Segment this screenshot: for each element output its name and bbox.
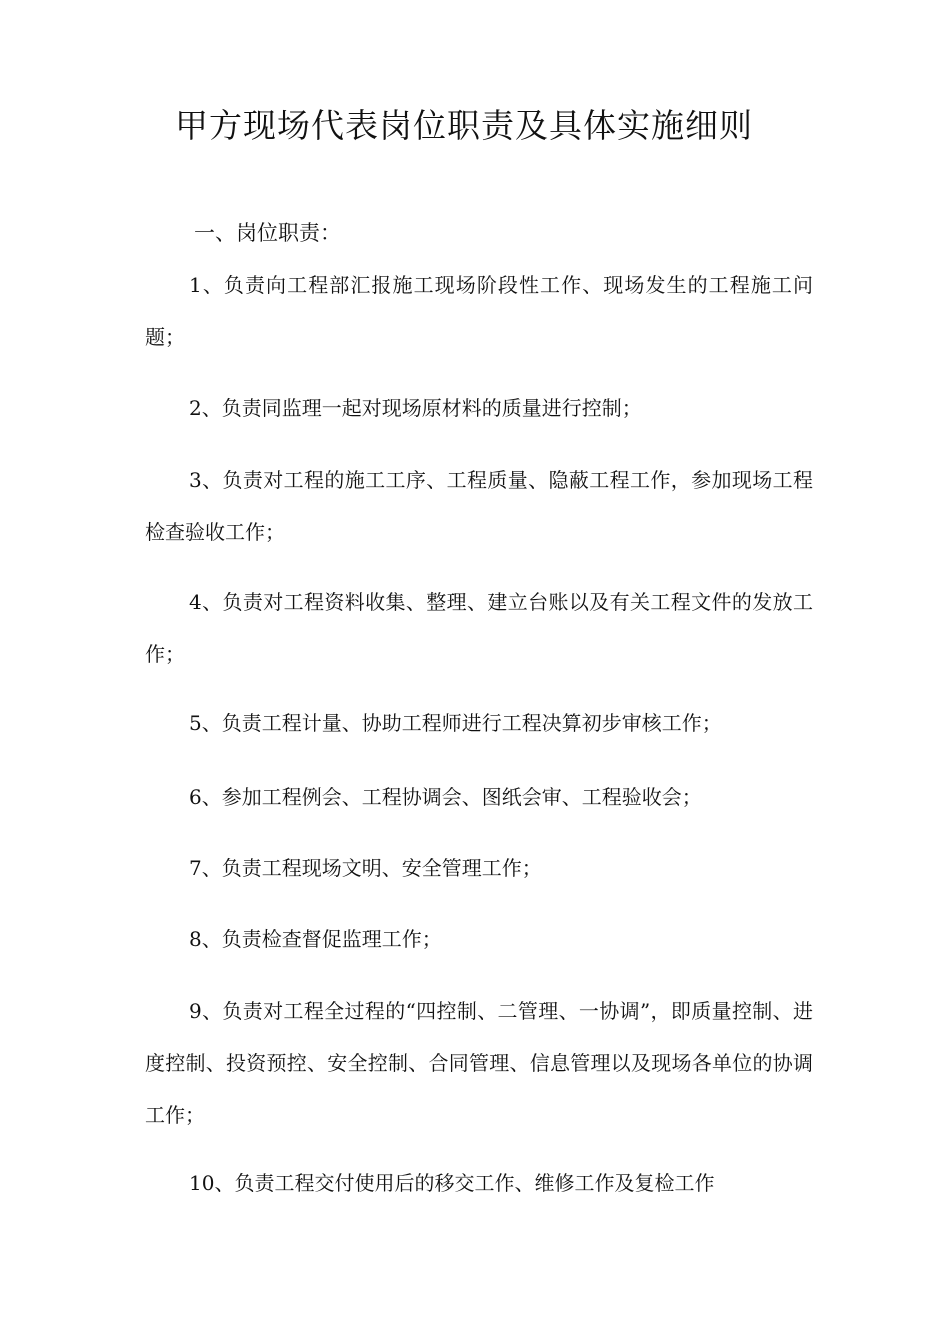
duty-item-3 bbox=[145, 454, 813, 558]
duty-item-number: 6 bbox=[189, 785, 202, 809]
duty-item-8 bbox=[145, 913, 813, 965]
duty-item-10 bbox=[145, 1157, 813, 1209]
duty-item-4 bbox=[145, 576, 813, 680]
duty-item-number: 8 bbox=[189, 927, 202, 951]
duty-item-1 bbox=[145, 259, 813, 363]
duty-item-text: 、负责向工程部汇报施工现场阶段性工作、现场发生的工程施工问题； bbox=[145, 273, 813, 349]
duty-item-text: 、负责检查督促监理工作； bbox=[201, 927, 442, 951]
section-heading: 一、岗位职责： bbox=[194, 221, 341, 245]
duty-item-text: 、负责对工程资料收集、整理、建立台账以及有关工程文件的发放工作； bbox=[145, 590, 813, 666]
duty-item-text: 、负责同监理一起对现场原材料的质量进行控制； bbox=[201, 396, 642, 420]
duty-item-9 bbox=[145, 985, 813, 1141]
duty-item-5 bbox=[145, 697, 813, 749]
duty-item-number: 10 bbox=[189, 1171, 215, 1195]
duty-item-number: 1 bbox=[189, 273, 202, 297]
duty-item-number: 5 bbox=[189, 711, 202, 735]
duty-item-2 bbox=[145, 382, 813, 434]
document-title: 甲方现场代表岗位职责及具体实施细则 bbox=[175, 106, 753, 145]
duty-item-7 bbox=[145, 842, 813, 894]
duty-item-number: 9 bbox=[189, 999, 202, 1023]
duty-item-text: 、参加工程例会、工程协调会、图纸会审、工程验收会； bbox=[201, 785, 702, 809]
duty-item-number: 2 bbox=[189, 396, 202, 420]
duty-item-6 bbox=[145, 771, 813, 823]
duty-item-text: 、负责工程现场文明、安全管理工作； bbox=[201, 856, 542, 880]
duty-item-text: 、负责对工程的施工工序、工程质量、隐蔽工程工作，参加现场工程检查验收工作； bbox=[145, 468, 813, 544]
duty-item-text: 、负责工程计量、协助工程师进行工程决算初步审核工作； bbox=[201, 711, 722, 735]
duty-item-number: 4 bbox=[189, 590, 202, 614]
duty-item-text: 、负责对工程全过程的“四控制、二管理、一协调”，即质量控制、进度控制、投资预控、安全控制、合同管理、信息管理以及现场各单位的协调工作； bbox=[145, 999, 813, 1127]
duty-item-number: 7 bbox=[189, 856, 202, 880]
duty-item-text: 、负责工程交付使用后的移交工作、维修工作及复检工作 bbox=[214, 1171, 715, 1195]
duty-item-number: 3 bbox=[189, 468, 202, 492]
